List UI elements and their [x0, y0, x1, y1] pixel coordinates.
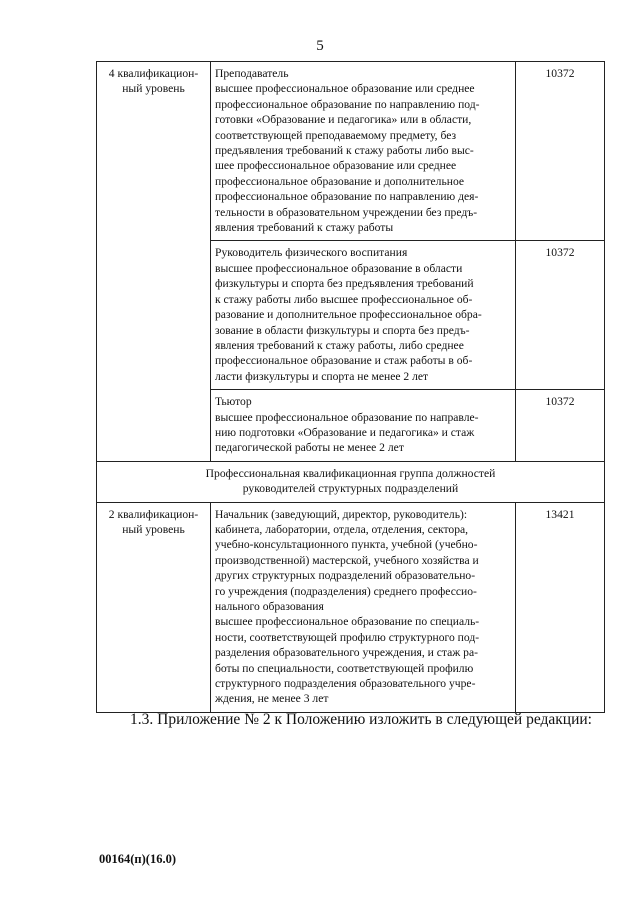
requirement-line: тельности в образовательном учреждении без предъ-: [215, 205, 478, 219]
level-line: ный уровень: [122, 82, 185, 96]
position-title: Преподаватель: [215, 67, 289, 80]
requirement-line: ласти физкультуры и спорта не менее 2 лет: [215, 369, 429, 383]
position-title: Тьютор: [215, 395, 252, 409]
requirement-line: других структурных подразделений образовательно-: [215, 569, 476, 583]
level-line: ный уровень: [122, 522, 185, 536]
requirement-line: высшее профессиональное образование в области: [215, 261, 463, 275]
requirement-line: профессиональное образование и стаж работы в об-: [215, 354, 473, 368]
requirement-line: педагогической работы не менее 2 лет: [215, 441, 404, 455]
requirement-line: высшее профессиональное образование по специаль-: [215, 615, 480, 629]
position-title: Начальник (заведующий, директор, руководитель):: [215, 507, 468, 521]
requirement-line: явления требований к стажу работы: [215, 221, 394, 235]
qualification-level-cell: [97, 62, 211, 462]
requirement-line: разование и дополнительное профессиональное обра-: [215, 308, 482, 322]
page-number: 5: [316, 38, 324, 54]
requirement-line: профессиональное образование по направлению под-: [215, 97, 480, 111]
group-header-cell: [97, 461, 605, 502]
position-cell: [211, 390, 516, 462]
requirement-line: зование в области физкультуры и спорта без предъ-: [215, 323, 470, 337]
requirement-line: ждения, не менее 3 лет: [215, 692, 329, 706]
position-title: Руководитель физического воспитания: [215, 246, 408, 260]
requirement-line: производственной) мастерской, учебного хозяйства и: [215, 553, 479, 567]
qualification-table: [96, 61, 605, 713]
requirement-line: ности, соответствующей профилю структурного под-: [215, 630, 480, 644]
requirement-line: физкультуры и спорта без предъявления требований: [215, 277, 474, 291]
position-cell: [211, 241, 516, 390]
requirement-line: высшее профессиональное образование по направле-: [215, 410, 479, 424]
requirement-line: предъявления требований к стажу работы либо выс-: [215, 144, 474, 158]
salary-cell: 10372: [516, 390, 605, 462]
table-row: [97, 502, 605, 712]
position-cell: [211, 62, 516, 241]
qualification-level-cell: [97, 502, 211, 712]
requirement-line: шее профессиональное образование или среднее: [215, 159, 457, 173]
level-line: 2 квалификацион-: [108, 507, 199, 521]
salary-cell: 10372: [516, 241, 605, 390]
requirement-line: кабинета, лаборатории, отдела, отделения, сектора,: [215, 522, 469, 536]
requirement-line: го учреждения (подразделения) среднего профессио-: [215, 584, 477, 598]
requirement-line: соответствующей преподаваемому предмету, без: [215, 128, 457, 142]
requirement-line: явления требований к стажу работы, либо среднее: [215, 338, 464, 352]
requirement-line: учебно-консультационного пункта, учебной (учебно-: [215, 538, 478, 552]
salary-cell: 10372: [516, 62, 605, 241]
salary-cell: 13421: [516, 502, 605, 712]
requirement-line: структурного подразделения образовательного учре-: [215, 677, 476, 691]
requirement-line: готовки «Образование и педагогика» или в области,: [215, 113, 472, 127]
table-row: [97, 461, 605, 502]
group-header-line: руководителей структурных подразделений: [242, 482, 459, 496]
level-line: 4 квалификацион-: [108, 67, 199, 80]
group-header-line: Профессиональная квалификационная группа должностей: [205, 466, 496, 480]
table-row: [97, 62, 605, 241]
requirement-line: к стажу работы либо высшее профессиональное об-: [215, 292, 473, 306]
requirement-line: профессиональное образование и дополнительное: [215, 174, 465, 188]
requirement-line: разделения образовательного учреждения, и стаж ра-: [215, 646, 478, 660]
document-code: 00164(п)(16.0): [99, 852, 176, 866]
requirement-line: высшее профессиональное образование или среднее: [215, 82, 475, 96]
requirement-line: боты по специальности, соответствующей профилю: [215, 661, 474, 675]
position-cell: [211, 502, 516, 712]
requirement-line: нию подготовки «Образование и педагогика» и стаж: [215, 425, 475, 439]
requirement-line: нального образования: [215, 600, 324, 613]
section-heading: 1.3. Приложение № 2 к Положению изложить в следующей редакции:: [130, 711, 592, 728]
requirement-line: профессиональное образование по направлению дея-: [215, 190, 479, 204]
